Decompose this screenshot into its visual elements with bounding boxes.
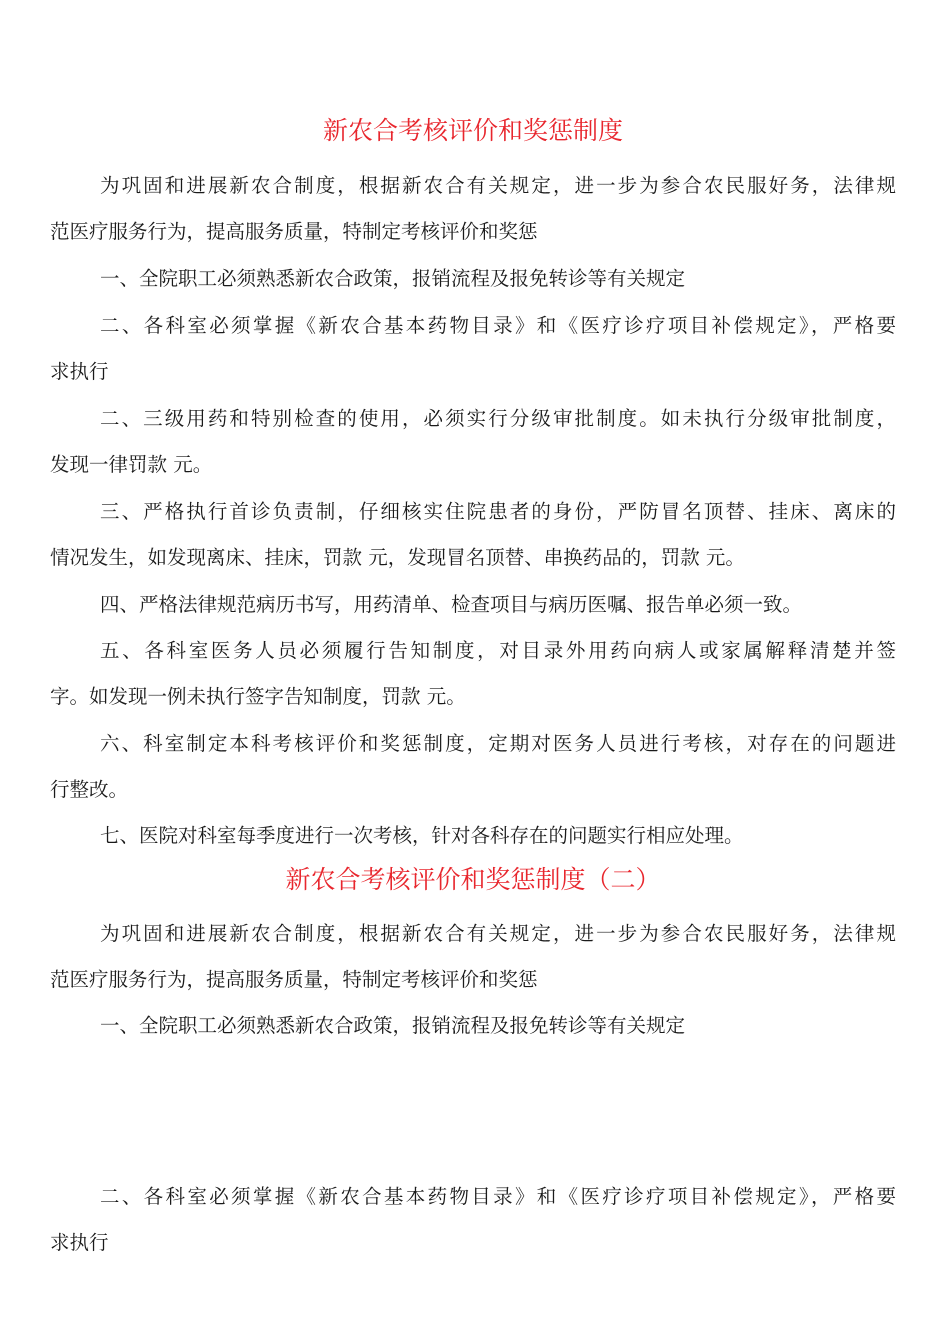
paragraph-line: 五、各科室医务人员必须履行告知制度，对目录外用药向病人或家属解释清楚并签 <box>100 639 896 662</box>
paragraph-line: 七、医院对科室每季度进行一次考核，针对各科存在的问题实行相应处理。 <box>100 824 744 847</box>
paragraph-line: 情况发生，如发现离床、挂床，罚款 元，发现冒名顶替、串换药品的，罚款 元。 <box>50 546 745 569</box>
paragraph-line: 六、科室制定本科考核评价和奖惩制度，定期对医务人员进行考核，对存在的问题进 <box>100 732 896 755</box>
paragraph-line: 一、全院职工必须熟悉新农合政策，报销流程及报免转诊等有关规定 <box>100 267 686 290</box>
paragraph-line: 为巩固和进展新农合制度，根据新农合有关规定，进一步为参合农民服好务，法律规 <box>100 922 896 945</box>
rule-paragraph <box>50 489 896 581</box>
rule-paragraph <box>50 628 896 720</box>
document-title: 新农合考核评价和奖惩制度 <box>322 116 623 145</box>
paragraph-line: 求执行 <box>50 360 109 383</box>
rule-paragraph <box>50 1174 896 1266</box>
intro-paragraph <box>50 911 896 1003</box>
intro-paragraph <box>50 163 896 255</box>
rule-paragraph <box>50 582 896 628</box>
rule-paragraph <box>50 303 896 395</box>
paragraph-line: 范医疗服务行为，提高服务质量，特制定考核评价和奖惩 <box>50 968 538 991</box>
rule-paragraph <box>50 396 896 488</box>
paragraph-line: 字。如发现一例未执行签字告知制度，罚款 元。 <box>50 685 466 708</box>
paragraph-line: 四、严格法律规范病历书写，用药清单、检查项目与病历医嘱、报告单必须一致。 <box>100 593 803 616</box>
paragraph-line: 二、各科室必须掌握《新农合基本药物目录》和《医疗诊疗项目补偿规定》，严格要 <box>100 1185 896 1208</box>
rule-paragraph <box>50 813 896 859</box>
paragraph-line: 范医疗服务行为，提高服务质量，特制定考核评价和奖惩 <box>50 220 538 243</box>
paragraph-line: 二、各科室必须掌握《新农合基本药物目录》和《医疗诊疗项目补偿规定》，严格要 <box>100 314 896 337</box>
paragraph-line: 三、严格执行首诊负责制，仔细核实住院患者的身份，严防冒名顶替、挂床、离床的 <box>100 500 896 523</box>
rule-paragraph <box>50 256 896 302</box>
rule-paragraph <box>50 1003 896 1049</box>
paragraph-line: 行整改。 <box>50 778 129 801</box>
paragraph-line: 发现一律罚款 元。 <box>50 453 213 476</box>
paragraph-line: 二、三级用药和特别检查的使用，必须实行分级审批制度。如未执行分级审批制度， <box>100 407 896 430</box>
rule-paragraph <box>50 721 896 813</box>
paragraph-line: 一、全院职工必须熟悉新农合政策，报销流程及报免转诊等有关规定 <box>100 1014 686 1037</box>
paragraph-line: 为巩固和进展新农合制度，根据新农合有关规定，进一步为参合农民服好务，法律规 <box>100 174 896 197</box>
document-subtitle: 新农合考核评价和奖惩制度（二） <box>285 865 661 894</box>
paragraph-line: 求执行 <box>50 1231 109 1254</box>
